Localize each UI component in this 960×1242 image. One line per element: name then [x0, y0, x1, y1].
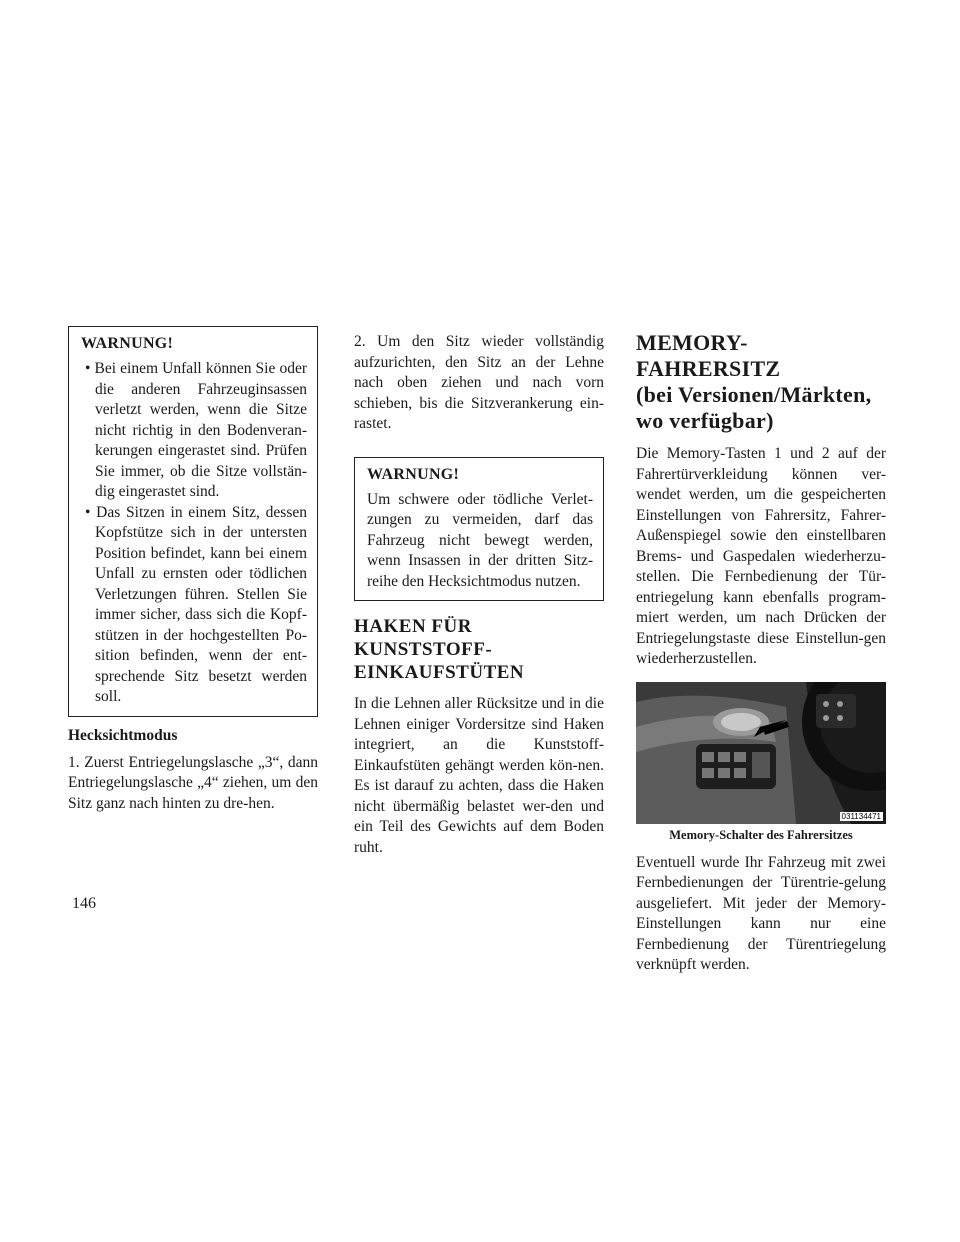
warning-title: WARNUNG!	[81, 335, 174, 352]
paragraph: Eventuell wurde Ihr Fahrzeug mit zwei Fernbedienungen der Türentrie-gelung ausgeliefert. Mit jeder der Memory-Einstellungen kann nur eine Fernbedienung der Türentriegelung verknüpft werden.	[636, 853, 886, 973]
column-left	[68, 326, 318, 826]
door-panel-photo	[636, 682, 886, 824]
warning-box	[68, 326, 318, 717]
heading-line: MEMORY-FAHRERSITZ	[636, 330, 781, 381]
memory-switch-illustration	[636, 682, 886, 824]
column-right	[636, 330, 886, 988]
warning-item: • Bei einem Unfall können Sie oder die anderen Fahrzeuginsassen verletzt werden, wenn die Sitze nicht richtig in den Bodenveran-kerungen eingerastet sind. Prüfen Sie immer, ob die Sitze vollstän-dig eingerastet sind.	[81, 359, 307, 503]
section-heading	[636, 330, 886, 434]
photo-caption: Memory-Schalter des Fahrersitzes	[669, 827, 853, 842]
page-number: 146	[72, 895, 96, 912]
heading-line: (bei Versionen/Märkten,	[636, 382, 872, 407]
section-heading: HAKEN FÜR KUNSTSTOFF-EINKAUFSTÜTEN	[354, 616, 525, 683]
column-middle	[354, 332, 604, 870]
warning-list	[81, 359, 307, 708]
warning-text: Um schwere oder tödliche Verlet-zungen zu vermeiden, darf das Fahrzeug nicht bewegt werden, wenn Insassen in der dritten Sitz-reihe den Hecksichtmodus nutzen.	[367, 490, 593, 590]
paragraph: 2. Um den Sitz wieder vollständig aufzurichten, den Sitz an der Lehne nach oben ziehen und nach vorn schieben, bis die Sitzverankerung ein-rastet.	[354, 333, 604, 432]
photo-code: 031134471	[841, 811, 881, 821]
paragraph: 1. Zuerst Entriegelungslasche „3“, dann Entriegelungslasche „4“ ziehen, um den Sitz ganz nach hinten zu dre-hen.	[68, 753, 318, 812]
subheading-hecksichtmodus: Hecksichtmodus	[68, 726, 178, 744]
paragraph: In die Lehnen aller Rücksitze und in die Lehnen einiger Vordersitze sind Haken integriert, an die Kunststoff-Einkaufstüten gehängt werden kön-nen. Es ist darauf zu achten, dass die Haken nicht übermäßig belastet wer-den und ein Teil des Gewichts auf dem Boden ruht.	[354, 695, 604, 856]
warning-box	[354, 457, 604, 602]
warning-title: WARNUNG!	[367, 465, 460, 483]
paragraph: Die Memory-Tasten 1 und 2 auf der Fahrertürverkleidung können ver-wendet werden, um die gespeicherten Einstellungen von Fahrersitz, Fahrer-Außenspiegel sowie den einstellbaren Brems- und Gaspedalen wiederherzu-stellen. Die Fernbedienung der Tür-entriegelung kann ebenfalls program-miert werden, um nach Drücken der Entriegelungstaste diese Einstellun-gen wiederherzustellen.	[636, 445, 886, 667]
warning-item: • Das Sitzen in einem Sitz, dessen Kopfstütze sich in der untersten Position befindet, kann bei einem Unfall zu ernsten oder tödlichen Verletzungen führen. Stellen Sie immer sicher, dass sich die Kopf-stützen in der hochgestellten Po-sition befinden, wenn der ent-sprechende Sitz besetzt werden soll.	[81, 503, 307, 708]
heading-line: wo verfügbar)	[636, 408, 774, 433]
